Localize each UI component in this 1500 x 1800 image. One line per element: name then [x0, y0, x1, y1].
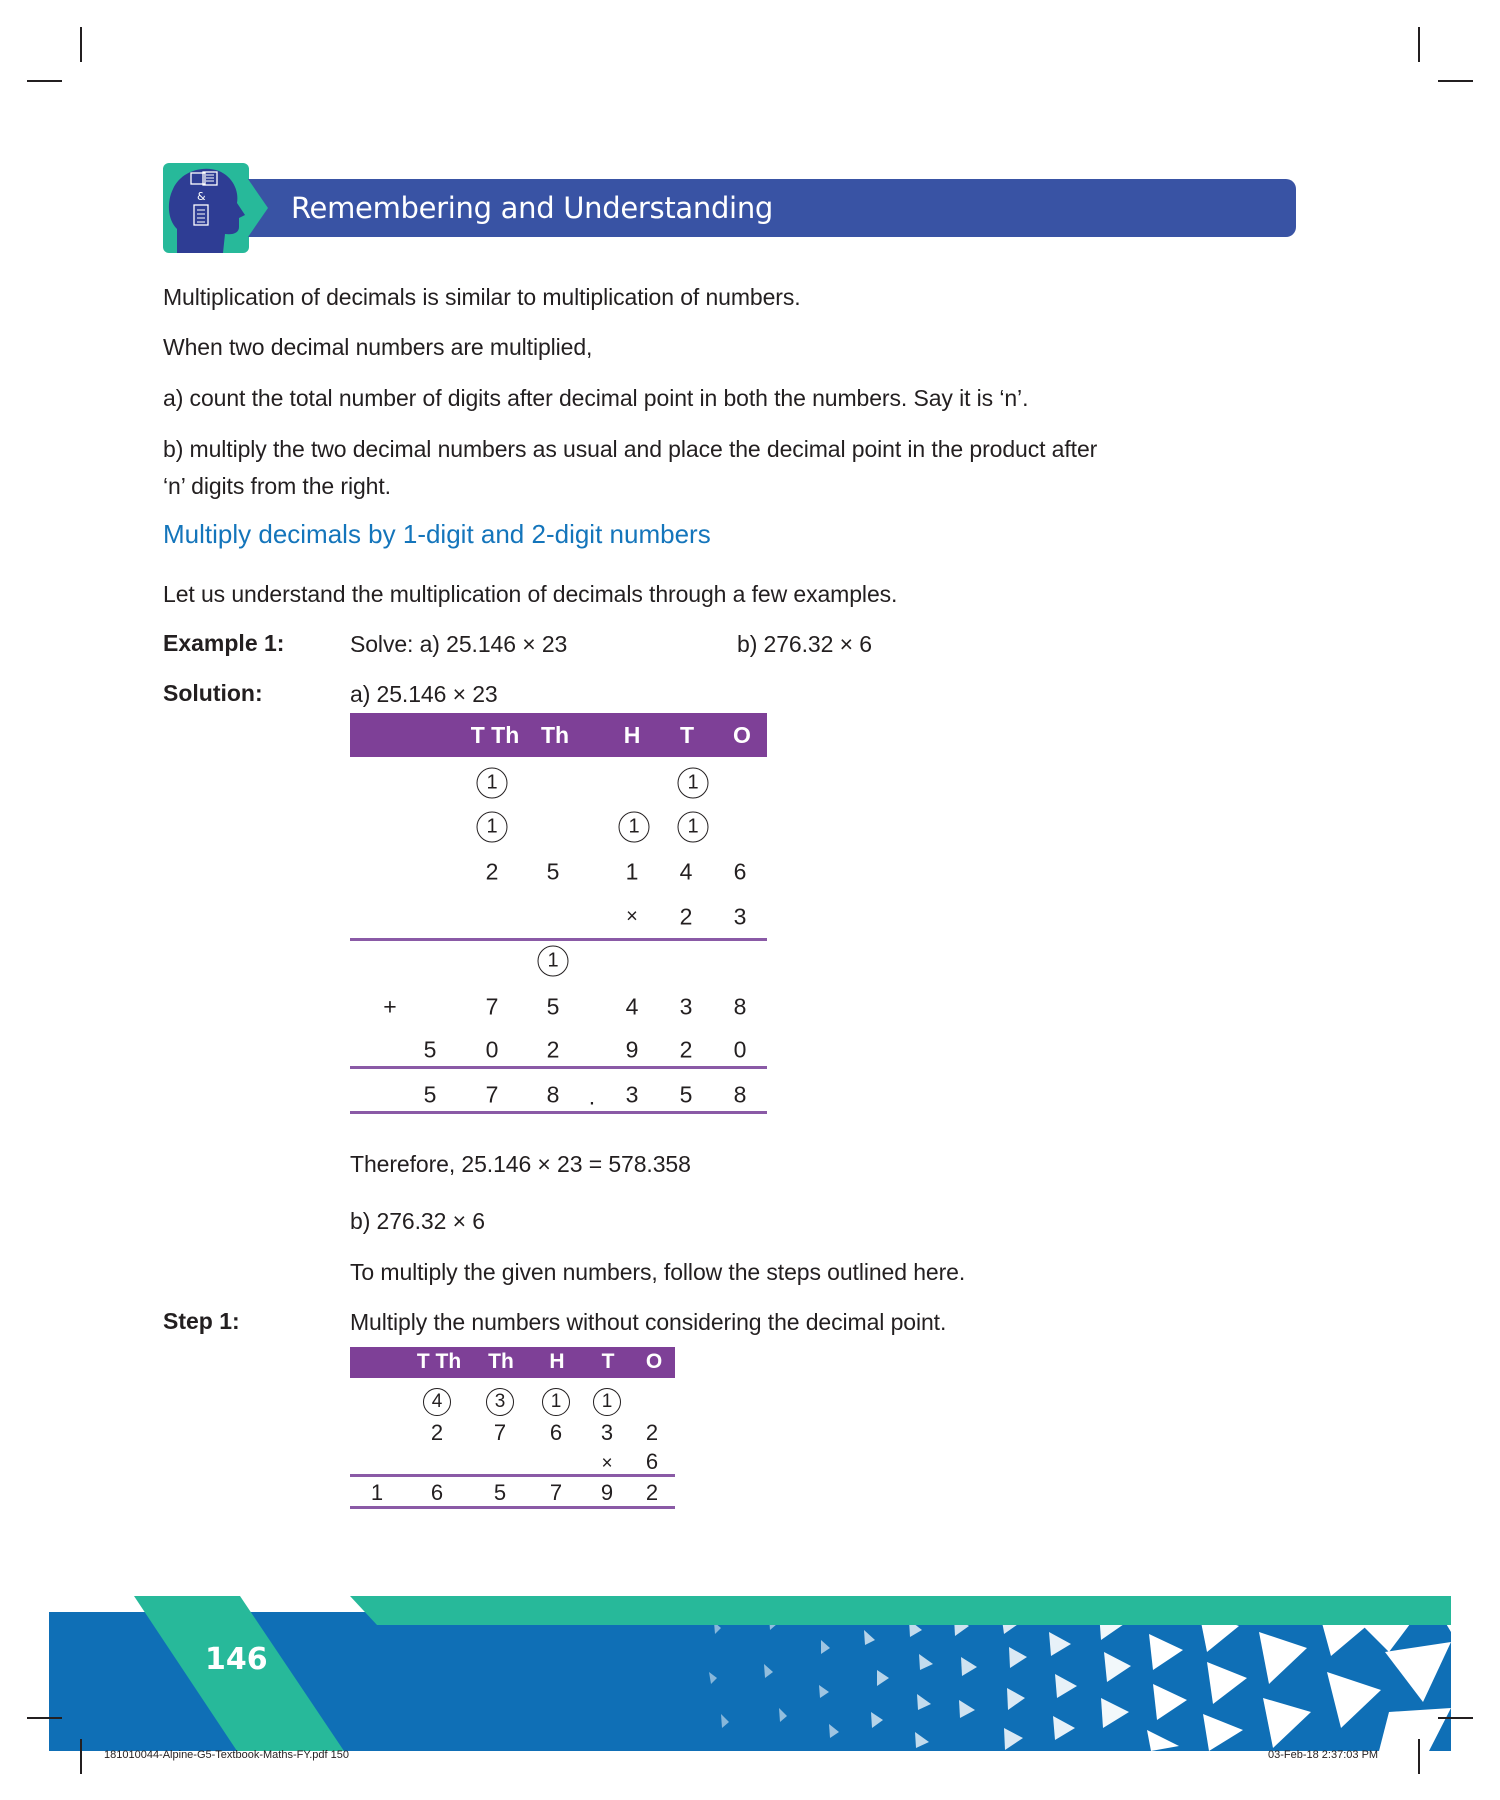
col-header-h: H — [623, 722, 641, 748]
carry-circle: 1 — [678, 768, 709, 799]
digit: 5 — [493, 1480, 507, 1505]
crop-mark — [1438, 80, 1473, 82]
digit: 2 — [679, 903, 693, 930]
digit: 9 — [625, 1036, 639, 1063]
digit: 5 — [679, 1081, 693, 1108]
conclusion-a: Therefore, 25.146 × 23 = 578.358 — [350, 1151, 691, 1177]
digit: 2 — [430, 1420, 444, 1445]
carry-circle: 3 — [486, 1388, 514, 1416]
table-rule — [350, 1474, 675, 1477]
col-header-tth: T Th — [416, 1350, 462, 1373]
digit: 5 — [546, 858, 560, 885]
carry-circle: 1 — [542, 1388, 570, 1416]
times-sign: × — [601, 1453, 613, 1474]
digit: 2 — [679, 1036, 693, 1063]
digit: 7 — [485, 993, 499, 1020]
crop-mark — [80, 27, 82, 62]
rule-b-continued: ‘n’ digits from the right. — [163, 473, 391, 499]
digit: 6 — [549, 1420, 563, 1445]
col-header-o: O — [733, 722, 751, 748]
col-header-tth: T Th — [470, 722, 520, 748]
page-number: 146 — [205, 1642, 268, 1677]
example-part-a: Solve: a) 25.146 × 23 — [350, 631, 568, 657]
svg-text:&: & — [197, 190, 206, 203]
digit: 5 — [423, 1036, 437, 1063]
col-header-h: H — [549, 1350, 565, 1373]
crop-mark — [80, 1739, 82, 1774]
digit: 5 — [423, 1081, 437, 1108]
carry-circle: 1 — [619, 812, 650, 843]
step-1-text: Multiply the numbers without considering the decimal point. — [350, 1309, 947, 1335]
header-arrow-shape — [248, 179, 268, 237]
digit: 8 — [733, 1081, 747, 1108]
digit: 3 — [733, 903, 747, 930]
carry-circle: 1 — [477, 768, 508, 799]
digit: 7 — [549, 1480, 563, 1505]
solution-part-a: a) 25.146 × 23 — [350, 681, 498, 707]
col-header-t: T — [601, 1350, 615, 1373]
col-header-t: T — [679, 722, 695, 748]
times-sign: × — [626, 905, 638, 928]
digit: 0 — [733, 1036, 747, 1063]
digit: 3 — [679, 993, 693, 1020]
example-part-b: b) 276.32 × 6 — [737, 631, 872, 657]
step-1-label: Step 1: — [163, 1308, 240, 1334]
head-with-book-and-checklist-icon — [163, 163, 249, 253]
table-rule — [350, 938, 767, 941]
table-rule — [350, 1066, 767, 1069]
crop-mark — [1418, 1739, 1420, 1774]
intro-line-2: When two decimal numbers are multiplied, — [163, 334, 593, 360]
digit: 9 — [600, 1480, 614, 1505]
crop-mark — [1438, 1717, 1473, 1719]
carry-circle: 1 — [678, 812, 709, 843]
digit: 8 — [546, 1081, 560, 1108]
rule-b: b) multiply the two decimal numbers as usual and place the decimal point in the product after — [163, 436, 1098, 462]
intro-line-1: Multiplication of decimals is similar to multiplication of numbers. — [163, 284, 801, 310]
digit: 4 — [625, 993, 639, 1020]
section-title: Remembering and Understanding — [291, 191, 774, 225]
solution-label: Solution: — [163, 680, 263, 706]
digit: 2 — [645, 1420, 659, 1445]
decimal-point: . — [588, 1083, 596, 1110]
digit: 7 — [493, 1420, 507, 1445]
example-label: Example 1: — [163, 630, 285, 656]
digit: 7 — [485, 1081, 499, 1108]
digit: 8 — [733, 993, 747, 1020]
col-header-o: O — [645, 1350, 663, 1373]
footer-accent-band — [350, 1596, 1451, 1626]
col-header-th: Th — [488, 1350, 514, 1373]
table-rule — [350, 1111, 767, 1114]
carry-circle: 4 — [423, 1388, 451, 1416]
crop-mark — [27, 80, 62, 82]
rule-a: a) count the total number of digits after decimal point in both the numbers. Say it is ‘n’. — [163, 385, 1029, 411]
digit: 1 — [370, 1480, 384, 1505]
table-rule — [350, 1506, 675, 1509]
part-b-instruction: To multiply the given numbers, follow the steps outlined here. — [350, 1259, 966, 1285]
lead-text: Let us understand the multiplication of decimals through a few examples. — [163, 581, 898, 607]
part-b-title: b) 276.32 × 6 — [350, 1208, 485, 1234]
digit: 2 — [546, 1036, 560, 1063]
digit: 2 — [645, 1480, 659, 1505]
digit: 6 — [430, 1480, 444, 1505]
carry-circle: 1 — [477, 812, 508, 843]
digit: 4 — [679, 858, 693, 885]
digit: 6 — [733, 858, 747, 885]
carry-circle: 1 — [538, 946, 569, 977]
crop-mark — [27, 1717, 62, 1719]
subsection-heading: Multiply decimals by 1-digit and 2-digit numbers — [163, 519, 711, 549]
digit: 1 — [625, 858, 639, 885]
digit: 2 — [485, 858, 499, 885]
col-header-th: Th — [540, 722, 570, 748]
section-icon — [163, 163, 249, 253]
digit: 3 — [625, 1081, 639, 1108]
digit: 6 — [645, 1449, 659, 1474]
digit: 5 — [546, 993, 560, 1020]
carry-circle: 1 — [593, 1388, 621, 1416]
digit: 0 — [485, 1036, 499, 1063]
print-timestamp: 03-Feb-18 2:37:03 PM — [1268, 1749, 1379, 1761]
digit: 3 — [600, 1420, 614, 1445]
print-file-info: 181010044-Alpine-G5-Textbook-Maths-FY.pdf 150 — [104, 1749, 350, 1761]
crop-mark — [1418, 27, 1420, 62]
plus-sign: + — [383, 993, 397, 1020]
